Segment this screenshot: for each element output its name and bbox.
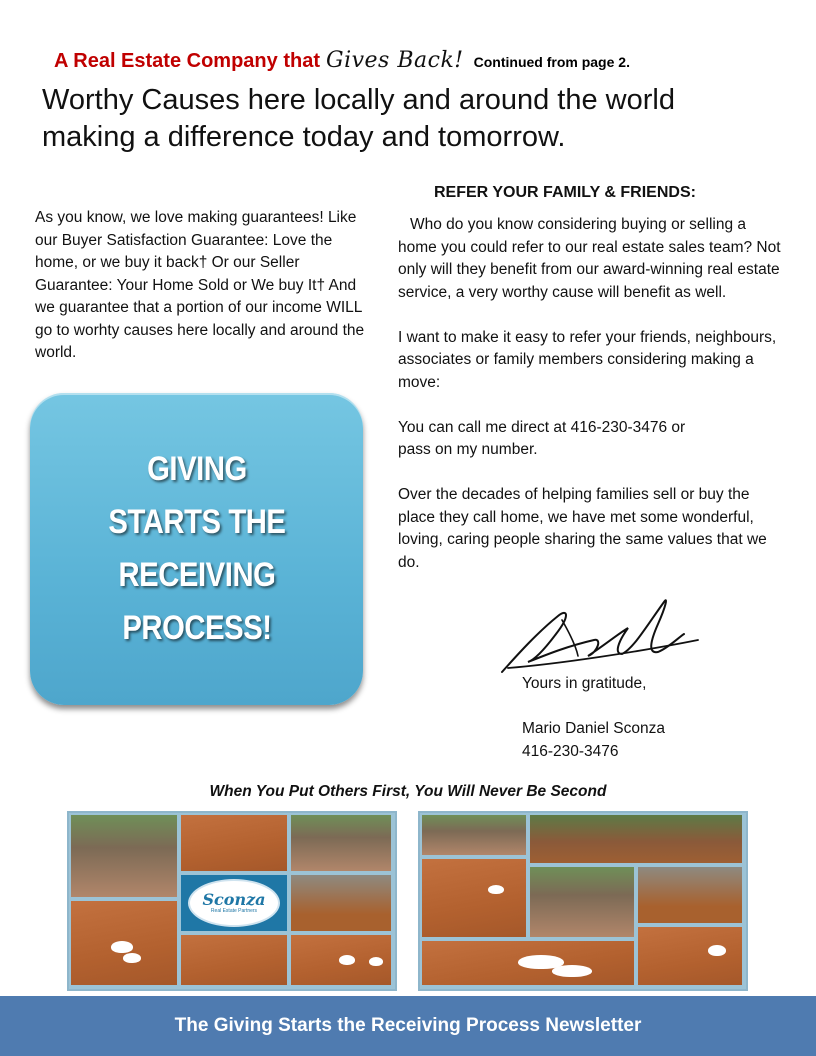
photo-duck-pair — [422, 941, 634, 985]
pass-line: pass on my number. — [398, 441, 538, 458]
photo-collage-right — [418, 811, 748, 991]
refer-paragraph-1: Who do you know considering buying or selling a home you could refer to our real estate sales team? Not only will they benefit from our award-winning real estate service, a very worthy cause will benefit as well. — [398, 216, 781, 301]
photo-geese — [71, 901, 177, 985]
giving-line-3: RECEIVING — [117, 556, 275, 594]
header-line — [54, 48, 630, 73]
refer-paragraph-4: Over the decades of helping families sell or buy the place they call home, we have met some wonderful, loving, caring people sharing the same values that we do. — [398, 486, 767, 571]
signer-name: Mario Daniel Sconza — [522, 720, 666, 737]
giving-line-2: STARTS THE — [107, 503, 286, 541]
photo-volunteers — [530, 867, 634, 937]
page-subtitle: Worthy Causes here locally and around the world making a difference today and tomorrow. — [42, 84, 675, 153]
duck-icon — [123, 953, 141, 963]
logo-word: Sconza — [202, 889, 266, 909]
photo-dug-earth — [530, 815, 742, 863]
photo-workers — [291, 875, 391, 931]
logo-tile — [181, 875, 287, 931]
duck-icon — [111, 941, 133, 953]
giving-line-1: GIVING — [146, 450, 247, 488]
photo-planting — [71, 815, 177, 897]
call-line: You can call me direct at 416-230-3476 or — [398, 418, 686, 436]
continued-note: Continued from page 2. — [473, 54, 630, 70]
refer-heading: REFER YOUR FAMILY & FRIENDS: — [434, 184, 696, 201]
refer-paragraph-2: I want to make it easy to refer your friends, neighbours, associates or family members considering making a move: — [398, 328, 777, 391]
gives-back-script: Gives Back! — [326, 48, 464, 73]
refer-paragraph-3 — [398, 417, 786, 462]
photo-pond-edge — [181, 935, 287, 985]
refer-body — [398, 214, 786, 597]
giving-callout-box — [30, 393, 363, 705]
guarantee-paragraph: As you know, we love making guarantees! Like our Buyer Satisfaction Guarantee: Love the home, or we buy it back† Or our Seller Guarantee: Your Home Sold or We buy It† And we guarantee that a portion of our income WILL go to worhty causes here locally and around the world. — [35, 209, 365, 361]
closing-block — [522, 673, 665, 763]
photo-ducks-swimming — [422, 859, 526, 937]
duck-icon — [708, 945, 726, 956]
photo-group — [291, 815, 391, 871]
photo-ducks — [291, 935, 391, 985]
duck-icon — [552, 965, 592, 977]
newsletter-footer: The Giving Starts the Receiving Process Newsletter — [0, 996, 816, 1056]
giving-callout-text — [108, 443, 285, 655]
photo-trees — [422, 815, 526, 855]
photo-pond — [181, 815, 287, 871]
tagline: When You Put Others First, You Will Never Be Second — [209, 783, 607, 800]
salutation: Yours in gratitude, — [522, 675, 647, 692]
duck-icon — [339, 955, 355, 965]
signer-phone: 416-230-3476 — [522, 742, 619, 760]
duck-icon — [369, 957, 383, 966]
signature-icon — [498, 594, 708, 680]
giving-line-4: PROCESS! — [121, 609, 272, 647]
photo-goose — [638, 927, 742, 985]
photo-collage-left — [67, 811, 397, 991]
sconza-logo — [188, 879, 280, 927]
photo-construction — [638, 867, 742, 923]
logo-subtitle: Real Estate Partners — [210, 907, 258, 914]
duck-icon — [488, 885, 504, 894]
company-tagline: A Real Estate Company that — [54, 50, 320, 72]
